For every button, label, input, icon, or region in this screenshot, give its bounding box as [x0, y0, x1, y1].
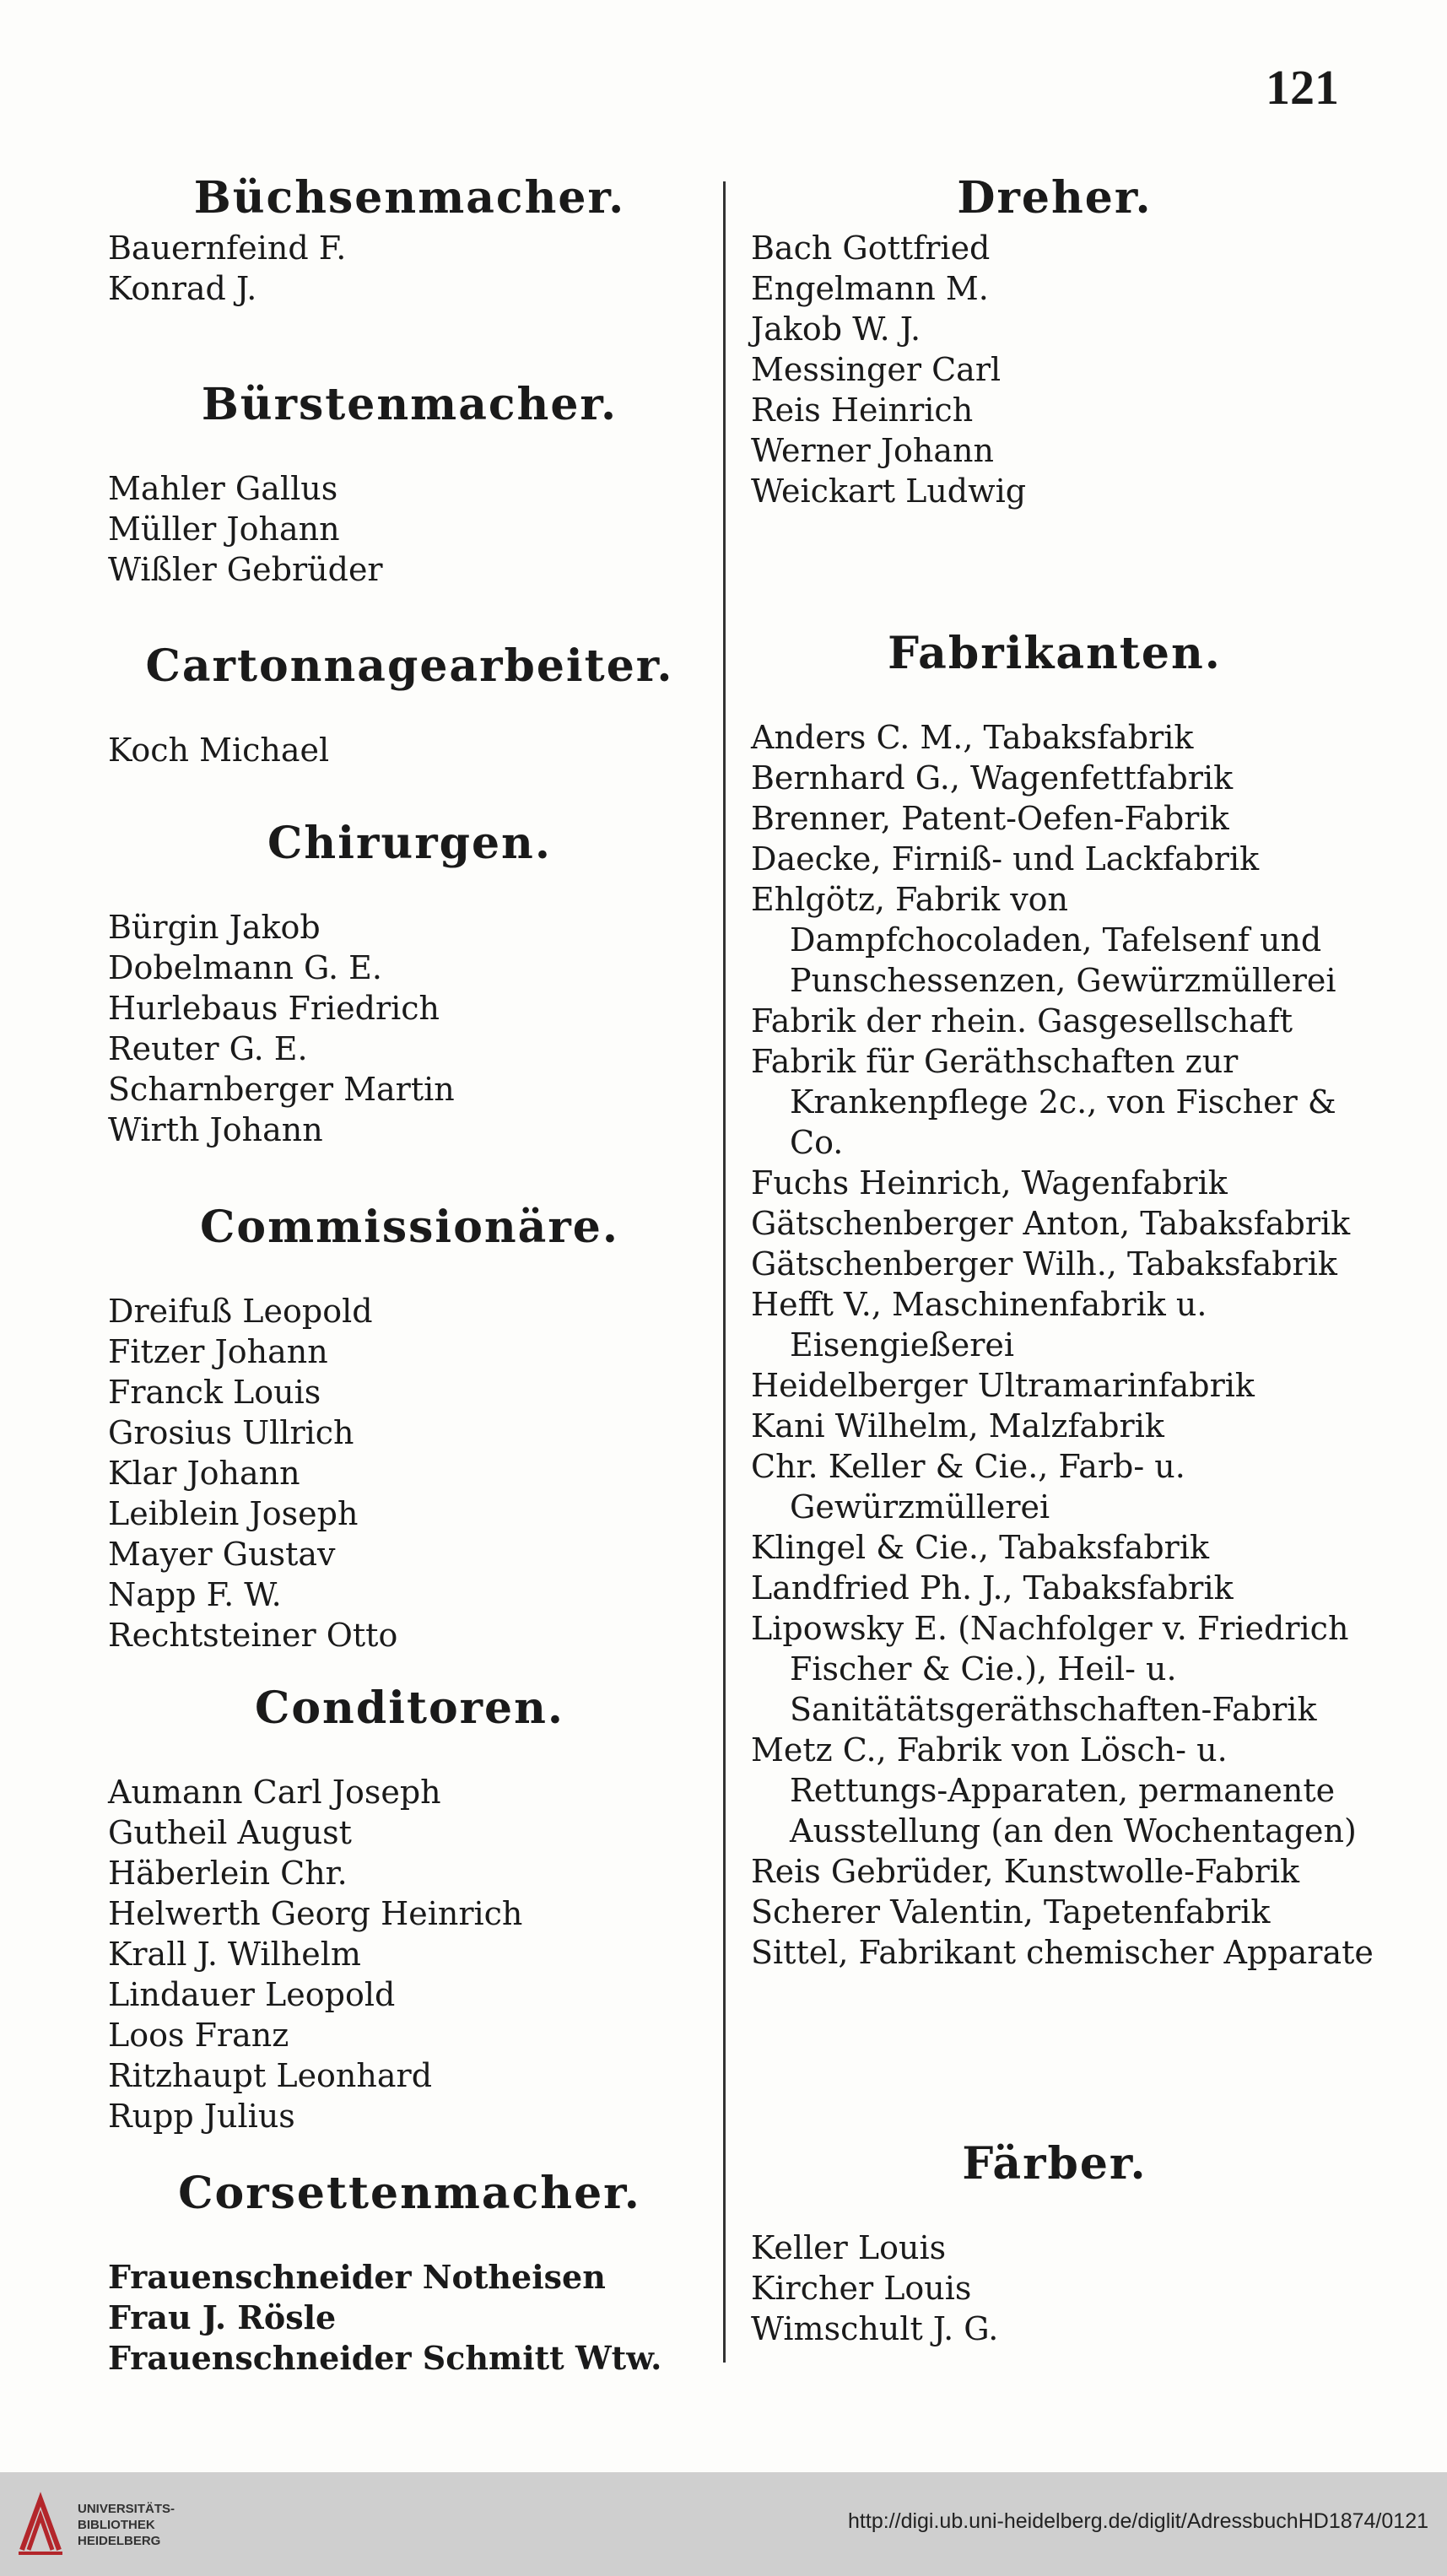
list-item: Krall J. Wilhelm	[108, 1936, 361, 1973]
section-heading: Bürstenmacher.	[201, 379, 618, 430]
library-logo-text	[78, 2501, 175, 2549]
list-item: Rupp Julius	[108, 2098, 295, 2135]
entry-list	[751, 228, 1358, 511]
list-item: Bauernfeind F.	[108, 230, 347, 267]
list-item: Bach Gottfried	[751, 230, 991, 267]
list-item: Napp F. W.	[108, 1576, 282, 1613]
list-item: Mahler Gallus	[108, 470, 338, 507]
list-item: Häberlein Chr.	[108, 1855, 348, 1892]
list-item: Ehlgötz, Fabrik von Dampfchocoladen, Tafelsenf und Punschessenzen, Gewürzmüllerei	[751, 881, 1336, 999]
list-item: Loos Franz	[108, 2017, 289, 2054]
list-item: Brenner, Patent-Oefen-Fabrik	[751, 800, 1229, 837]
section-fabrikanten	[751, 624, 1374, 1973]
list-item: Koch Michael	[108, 732, 330, 769]
entry-list	[108, 907, 711, 1150]
list-item: Kircher Louis	[751, 2270, 972, 2307]
list-item: Bernhard G., Wagenfettfabrik	[751, 759, 1234, 797]
list-item: Rechtsteiner Otto	[108, 1617, 398, 1654]
column-divider	[723, 181, 726, 2363]
list-item: Aumann Carl Joseph	[108, 1774, 441, 1811]
list-item: Gätschenberger Anton, Tabaksfabrik	[751, 1205, 1351, 1242]
section-heading: Cartonnagearbeiter.	[145, 640, 674, 692]
list-item: Hurlebaus Friedrich	[108, 990, 440, 1027]
logo-line: BIBLIOTHEK	[78, 2518, 155, 2532]
list-item: Wirth Johann	[108, 1111, 323, 1148]
library-logo-icon	[15, 2491, 66, 2558]
list-item: Lipowsky E. (Nachfolger v. Friedrich Fischer & Cie.), Heil- u. Sanitätätsgeräthschaften-Fabrik	[751, 1610, 1349, 1728]
list-item: Ritzhaupt Leonhard	[108, 2057, 433, 2094]
list-item: Dreifuß Leopold	[108, 1293, 373, 1330]
list-item: Klingel & Cie., Tabaksfabrik	[751, 1529, 1210, 1566]
list-item: Fuchs Heinrich, Wagenfabrik	[751, 1164, 1228, 1202]
list-item: Frauenschneider Schmitt Wtw.	[108, 2339, 662, 2377]
section-heading: Chirurgen.	[267, 818, 552, 869]
list-item: Bürgin Jakob	[108, 909, 321, 946]
list-item: Anders C. M., Tabaksfabrik	[751, 719, 1194, 756]
list-item: Reis Heinrich	[751, 392, 974, 429]
list-item: Hefft V., Maschinenfabrik u. Eisengießerei	[751, 1286, 1207, 1364]
list-item: Chr. Keller & Cie., Farb- u. Gewürzmüllerei	[751, 1448, 1185, 1526]
entry-list	[108, 2257, 711, 2379]
section-heading: Büchsenmacher.	[193, 172, 626, 224]
list-item: Gutheil August	[108, 1814, 352, 1851]
section-heading: Commissionäre.	[200, 1202, 619, 1253]
list-item: Heidelberger Ultramarinfabrik	[751, 1367, 1255, 1404]
section-heading: Dreher.	[957, 172, 1153, 224]
list-item: Werner Johann	[751, 432, 995, 469]
list-item: Scharnberger Martin	[108, 1071, 455, 1108]
list-item: Messinger Carl	[751, 351, 1002, 388]
list-item: Weickart Ludwig	[751, 473, 1027, 510]
list-item: Jakob W. J.	[751, 311, 921, 348]
list-item: Müller Johann	[108, 510, 340, 548]
section-conditoren	[108, 1679, 711, 2136]
list-item: Kani Wilhelm, Malzfabrik	[751, 1407, 1164, 1445]
entry-list	[751, 717, 1374, 1973]
list-item: Keller Louis	[751, 2229, 947, 2266]
entry-list	[108, 1772, 711, 2136]
list-item: Wimschult J. G.	[751, 2310, 999, 2347]
list-item: Sittel, Fabrikant chemischer Apparate	[751, 1934, 1374, 1971]
logo-line: HEIDELBERG	[78, 2534, 161, 2548]
list-item: Frauenschneider Notheisen	[108, 2258, 606, 2296]
source-url[interactable]: http://digi.ub.uni-heidelberg.de/diglit/AdressbuchHD1874/0121	[848, 2509, 1428, 2533]
list-item: Fitzer Johann	[108, 1333, 328, 1370]
page-number: 121	[1266, 60, 1339, 115]
list-item: Klar Johann	[108, 1455, 300, 1492]
section-chirurgen	[108, 814, 711, 1150]
section-corsettenmacher	[108, 2164, 711, 2379]
list-item: Grosius Ullrich	[108, 1414, 354, 1451]
list-item: Franck Louis	[108, 1374, 321, 1411]
entry-list	[108, 468, 711, 590]
list-item: Dobelmann G. E.	[108, 949, 383, 986]
list-item: Leiblein Joseph	[108, 1495, 359, 1532]
list-item: Fabrik für Geräthschaften zur Krankenpflege 2c., von Fischer & Co.	[751, 1043, 1336, 1161]
list-item: Frau J. Rösle	[108, 2298, 337, 2336]
list-item: Daecke, Firniß- und Lackfabrik	[751, 840, 1260, 878]
section-heading: Fabrikanten.	[888, 628, 1222, 679]
section-dreher	[751, 169, 1358, 511]
list-item: Fabrik der rhein. Gasgesellschaft	[751, 1002, 1293, 1040]
list-item: Konrad J.	[108, 270, 257, 307]
list-item: Lindauer Leopold	[108, 1976, 396, 2013]
section-cartonnagearbeiter	[108, 637, 711, 770]
list-item: Metz C., Fabrik von Lösch- u. Rettungs-Apparaten, permanente Ausstellung (an den Wochentagen)	[751, 1731, 1357, 1850]
footer-bar	[0, 2472, 1447, 2576]
list-item: Reuter G. E.	[108, 1030, 308, 1067]
section-heading: Corsettenmacher.	[178, 2168, 641, 2219]
entry-list	[108, 228, 711, 309]
entry-list	[108, 730, 711, 770]
list-item: Reis Gebrüder, Kunstwolle-Fabrik	[751, 1853, 1300, 1890]
entry-list	[108, 1291, 711, 1655]
entry-list	[751, 2228, 1358, 2349]
section-buerstenmacher	[108, 375, 711, 590]
list-item: Landfried Ph. J., Tabaksfabrik	[751, 1569, 1234, 1607]
section-heading: Färber.	[962, 2138, 1147, 2190]
list-item: Wißler Gebrüder	[108, 551, 383, 588]
list-item: Gätschenberger Wilh., Tabaksfabrik	[751, 1245, 1337, 1283]
section-heading: Conditoren.	[254, 1682, 565, 1734]
section-buechsenmacher	[108, 169, 711, 309]
list-item: Scherer Valentin, Tapetenfabrik	[751, 1893, 1271, 1931]
section-commissionaere	[108, 1198, 711, 1655]
section-faerber	[751, 2135, 1358, 2349]
list-item: Mayer Gustav	[108, 1536, 336, 1573]
logo-line: UNIVERSITÄTS-	[78, 2502, 175, 2516]
list-item: Helwerth Georg Heinrich	[108, 1895, 523, 1932]
list-item: Engelmann M.	[751, 270, 989, 307]
